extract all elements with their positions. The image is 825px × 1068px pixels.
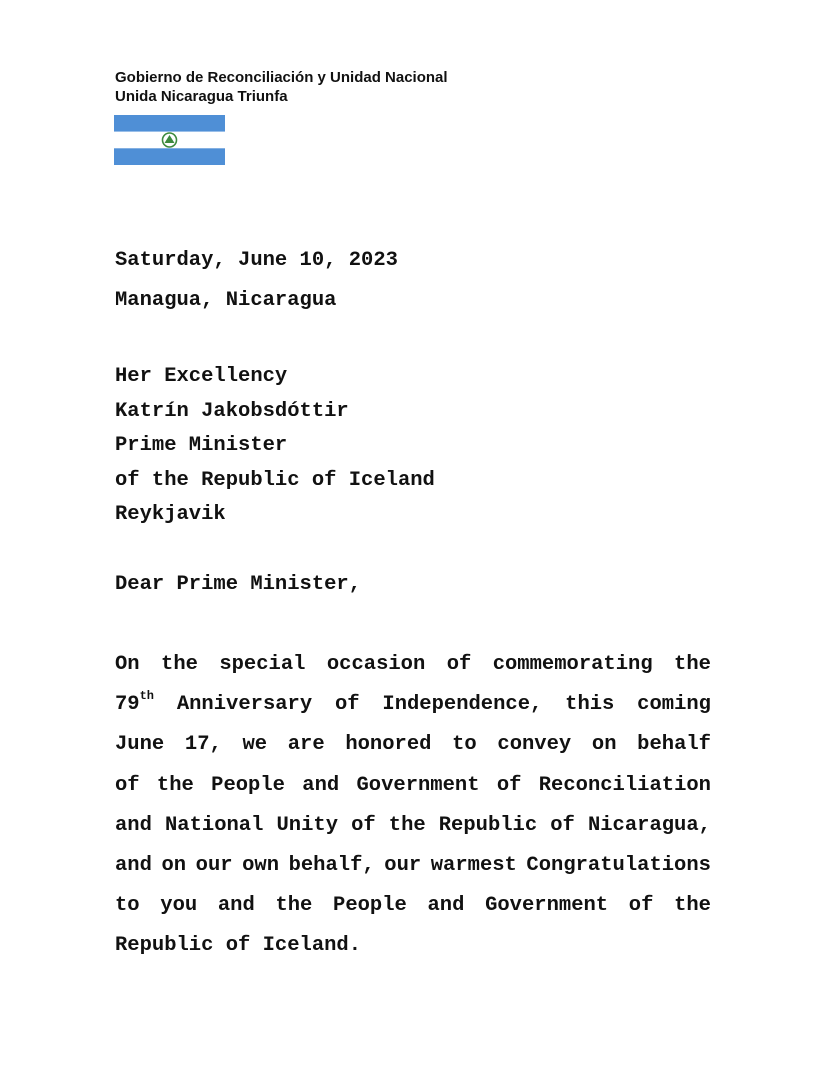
body-word: of bbox=[225, 934, 251, 958]
body-word: Nicaragua, bbox=[587, 813, 711, 837]
body-word: People bbox=[211, 773, 285, 797]
body-word: Unity bbox=[276, 813, 338, 837]
body-word: and bbox=[302, 773, 340, 797]
body-line bbox=[115, 725, 711, 765]
body-word: the bbox=[275, 894, 313, 918]
letterhead-government: Gobierno de Reconciliación y Unidad Nacional bbox=[115, 69, 448, 86]
flag-top-stripe bbox=[114, 115, 225, 132]
body-word: on bbox=[161, 854, 187, 878]
recipient-name: Katrín Jakobsdóttir bbox=[115, 399, 349, 423]
body-word: of bbox=[628, 894, 654, 918]
recipient-block bbox=[115, 360, 435, 533]
recipient-position: Prime Minister bbox=[115, 434, 288, 458]
body-line bbox=[115, 685, 711, 725]
letterhead bbox=[115, 68, 448, 106]
body-word: June bbox=[115, 733, 165, 757]
body-word: honored bbox=[345, 733, 432, 757]
body-word: of bbox=[550, 813, 575, 837]
letterhead-slogan: Unida Nicaragua Triunfa bbox=[115, 88, 288, 105]
body-word: own bbox=[242, 854, 280, 878]
body-word: warmest bbox=[430, 854, 517, 878]
body-word: the bbox=[156, 773, 194, 797]
body-line bbox=[115, 645, 711, 685]
body-word: Republic bbox=[115, 934, 214, 958]
body-word: the bbox=[674, 653, 711, 676]
body-word: special bbox=[219, 653, 306, 676]
body-word: National bbox=[164, 813, 264, 837]
body-word: the bbox=[674, 894, 711, 918]
body-word: commemorating bbox=[492, 653, 653, 676]
body-word: to bbox=[452, 733, 477, 757]
body-line bbox=[115, 926, 711, 966]
body-word: this bbox=[565, 693, 615, 717]
letter-place: Managua, Nicaragua bbox=[115, 289, 337, 312]
body-word: occasion bbox=[326, 653, 426, 676]
anniversary-ordinal: th bbox=[139, 689, 155, 704]
date-block bbox=[115, 241, 398, 321]
body-word: our bbox=[384, 854, 422, 878]
body-word: Iceland. bbox=[262, 934, 362, 958]
body-word: of bbox=[351, 813, 376, 837]
body-word: and bbox=[115, 813, 152, 837]
anniversary-number: 79 bbox=[115, 693, 140, 717]
body-line bbox=[115, 846, 711, 886]
body-word: convey bbox=[497, 733, 572, 757]
body-word: coming bbox=[637, 693, 711, 717]
recipient-country: of the Republic of Iceland bbox=[115, 468, 435, 492]
body-word: to bbox=[115, 894, 140, 918]
body-line bbox=[115, 766, 711, 806]
body-word: and bbox=[427, 894, 465, 918]
body-word: the bbox=[388, 813, 426, 837]
body-word: behalf bbox=[637, 733, 711, 757]
body-word: the bbox=[161, 653, 198, 676]
body-word: of bbox=[446, 653, 472, 676]
body-word: Government bbox=[356, 773, 480, 797]
body-line bbox=[115, 806, 711, 846]
letter-body bbox=[115, 645, 711, 967]
body-word: our bbox=[195, 854, 233, 878]
body-word: Independence, bbox=[382, 693, 543, 717]
body-line bbox=[115, 886, 711, 926]
body-word: on bbox=[591, 733, 617, 757]
body-word: Reconciliation bbox=[538, 773, 711, 797]
recipient-city: Reykjavik bbox=[115, 503, 226, 527]
body-word: are bbox=[287, 733, 325, 757]
body-word: we bbox=[242, 733, 268, 757]
recipient-title: Her Excellency bbox=[115, 365, 288, 388]
body-word: 17, bbox=[184, 733, 222, 757]
body-word: behalf, bbox=[288, 854, 375, 878]
body-word: and bbox=[115, 854, 152, 878]
body-word: Republic bbox=[438, 813, 538, 837]
nicaragua-flag-icon bbox=[114, 115, 225, 165]
body-word: of bbox=[496, 773, 522, 797]
flag-bottom-stripe bbox=[114, 148, 225, 165]
body-word bbox=[115, 685, 154, 725]
body-word: People bbox=[333, 894, 407, 918]
letter-date: Saturday, June 10, 2023 bbox=[115, 249, 398, 272]
body-word: On bbox=[115, 653, 140, 676]
body-word: of bbox=[115, 773, 140, 797]
body-word: Anniversary bbox=[176, 693, 313, 717]
body-word: of bbox=[334, 693, 360, 717]
body-word: you bbox=[160, 894, 198, 918]
body-word: Government bbox=[485, 894, 609, 918]
salutation: Dear Prime Minister, bbox=[115, 573, 362, 596]
body-word: and bbox=[217, 894, 255, 918]
body-word: Congratulations bbox=[526, 854, 711, 878]
